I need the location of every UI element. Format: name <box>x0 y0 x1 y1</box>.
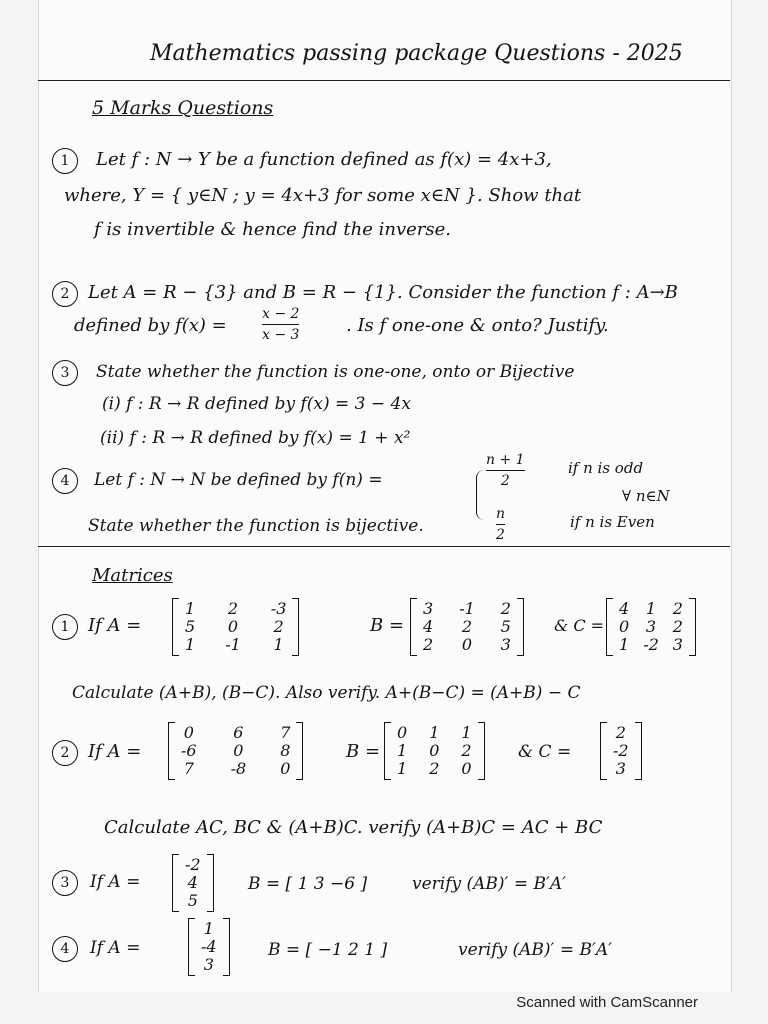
mq4-prefix: If A = <box>90 938 141 958</box>
q4-forall: ∀ n∈N <box>622 487 670 505</box>
q4-case2-fraction <box>496 506 505 543</box>
mq1-prefix: If A = <box>88 615 142 636</box>
matrix-entry: 1 <box>185 599 196 618</box>
matrix-entry: 5 <box>187 891 198 910</box>
q2-line1: Let A = R − {3} and B = R − {1}. Consider the function f : A→B <box>88 282 678 303</box>
matrix-entry: 3 <box>500 635 511 654</box>
matrix-entry: 5 <box>185 617 196 636</box>
matrix-entry: 5 <box>500 617 511 636</box>
matrix-b <box>410 598 524 656</box>
q4-brace <box>476 470 485 520</box>
matrix-c <box>606 598 696 656</box>
matrix-entry: -3 <box>270 599 287 618</box>
mq3-prefix: If A = <box>90 872 141 892</box>
question-number: 4 <box>52 468 78 494</box>
matrix-entry: 2 <box>672 617 683 636</box>
mq3-b: B = [ 1 3 −6 ] <box>248 874 368 894</box>
matrix-entry: 6 <box>233 723 244 742</box>
q4-case1-fraction <box>486 452 525 489</box>
matrix-entry: 2 <box>273 617 284 636</box>
matrix-entry: 4 <box>187 873 198 892</box>
matrix-entry: 0 <box>183 723 194 742</box>
matrix-a <box>172 854 214 912</box>
matrix-entry: -4 <box>201 937 217 956</box>
q2-line2a: defined by f(x) = <box>74 315 227 336</box>
q4-case2-condition: if n is Even <box>570 513 655 531</box>
section-heading-5-marks: 5 Marks Questions <box>92 97 274 119</box>
matrix-entry: 1 <box>397 759 408 778</box>
scanner-watermark: Scanned with CamScanner <box>516 994 698 1011</box>
matrix-entry: 0 <box>461 635 473 654</box>
matrix-entry: 2 <box>423 635 434 654</box>
matrix-a <box>168 722 303 780</box>
matrix-entry: 1 <box>461 723 472 742</box>
matrix-entry: 4 <box>619 599 630 618</box>
matrix-entry: 1 <box>203 919 214 938</box>
matrix-entry: -6 <box>181 741 197 760</box>
matrix-entry: 2 <box>429 759 440 778</box>
page-title: Mathematics passing package Questions - 2025 <box>150 41 683 66</box>
matrix-entry: 0 <box>233 741 244 760</box>
matrix-entry: 1 <box>185 635 196 654</box>
matrix-entry: -8 <box>230 759 247 778</box>
q2-fraction <box>262 306 299 343</box>
matrix-entry: 1 <box>273 635 284 654</box>
matrix-entry: -2 <box>613 741 629 760</box>
matrix-entry: 1 <box>645 599 657 618</box>
matrix-entry: 0 <box>227 617 239 636</box>
q3-line1: State whether the function is one-one, onto or Bijective <box>96 362 575 382</box>
matrix-entry: 3 <box>423 599 434 618</box>
mq1-b-label: B = <box>370 615 405 636</box>
matrix-entry: -1 <box>225 635 241 654</box>
question-number: 1 <box>52 614 78 640</box>
matrix-entry: 0 <box>619 617 630 636</box>
question-number: 1 <box>52 148 78 174</box>
matrix-b <box>384 722 485 780</box>
q2-line2b: . Is f one-one & onto? Justify. <box>346 315 609 336</box>
question-number: 3 <box>52 870 78 896</box>
matrix-entry: -2 <box>185 855 201 874</box>
matrix-entry: 7 <box>183 759 194 778</box>
mq4-verify: verify (AB)′ = B′A′ <box>458 940 612 960</box>
matrix-entry: 2 <box>615 723 626 742</box>
q1-line3: f is invertible & hence find the inverse. <box>94 219 451 240</box>
mq2-c-label: & C = <box>518 742 572 762</box>
matrix-entry: 3 <box>615 759 626 778</box>
section-heading-matrices: Matrices <box>92 565 173 586</box>
question-number: 4 <box>52 936 78 962</box>
matrix-entry: 3 <box>672 635 683 654</box>
matrix-entry: 3 <box>645 617 657 636</box>
mq2-line2: Calculate AC, BC & (A+B)C. verify (A+B)C = AC + BC <box>104 817 603 838</box>
q4-case1-denominator: 2 <box>500 473 510 489</box>
q4-case1-numerator: n + 1 <box>486 452 525 468</box>
q2-numerator: x − 2 <box>262 306 300 322</box>
matrix-entry: 1 <box>429 723 440 742</box>
question-number: 2 <box>52 281 78 307</box>
q4-case2-numerator: n <box>496 506 506 522</box>
matrix-entry: 2 <box>500 599 511 618</box>
matrix-entry: -1 <box>459 599 475 618</box>
q4-case1-condition: if n is odd <box>568 459 644 477</box>
matrix-entry: 2 <box>461 741 472 760</box>
q2-denominator: x − 3 <box>262 327 300 343</box>
ruled-line <box>38 546 730 547</box>
q4-line1a: Let f : N → N be defined by f(n) = <box>94 470 383 490</box>
mq2-b-label: B = <box>346 741 381 762</box>
matrix-entry: 7 <box>280 723 291 742</box>
ruled-line <box>38 80 730 81</box>
matrix-entry: 0 <box>461 759 472 778</box>
q3-line2: (i) f : R → R defined by f(x) = 3 − 4x <box>102 394 411 414</box>
mq3-verify: verify (AB)′ = B′A′ <box>412 874 566 894</box>
matrix-entry: 1 <box>397 741 408 760</box>
mq4-b: B = [ −1 2 1 ] <box>268 940 388 960</box>
matrix-entry: 0 <box>429 741 440 760</box>
matrix-c <box>600 722 642 780</box>
q1-line1: Let f : N → Y be a function defined as f(x) = 4x+3, <box>96 149 552 170</box>
q4-case2-denominator: 2 <box>496 527 505 543</box>
mq1-line2: Calculate (A+B), (B−C). Also verify. A+(B−C) = (A+B) − C <box>72 683 581 703</box>
matrix-a <box>188 918 230 976</box>
matrix-entry: 0 <box>397 723 408 742</box>
matrix-entry: -2 <box>643 635 659 654</box>
question-number: 3 <box>52 360 78 386</box>
matrix-entry: 4 <box>423 617 434 636</box>
matrix-a <box>172 598 299 656</box>
matrix-entry: 2 <box>672 599 683 618</box>
matrix-entry: 0 <box>280 759 291 778</box>
matrix-entry: 1 <box>619 635 630 654</box>
mq1-c-label: & C = <box>554 616 605 635</box>
question-number: 2 <box>52 740 78 766</box>
q4-line2: State whether the function is bijective. <box>88 516 424 536</box>
q1-line2: where, Y = { y∈N ; y = 4x+3 for some x∈N }. Show that <box>64 185 582 206</box>
mq2-prefix: If A = <box>88 741 142 762</box>
matrix-entry: 3 <box>203 955 214 974</box>
q3-line3: (ii) f : R → R defined by f(x) = 1 + x² <box>100 428 411 448</box>
matrix-entry: 2 <box>227 599 239 618</box>
matrix-entry: 8 <box>280 741 291 760</box>
matrix-entry: 2 <box>461 617 473 636</box>
